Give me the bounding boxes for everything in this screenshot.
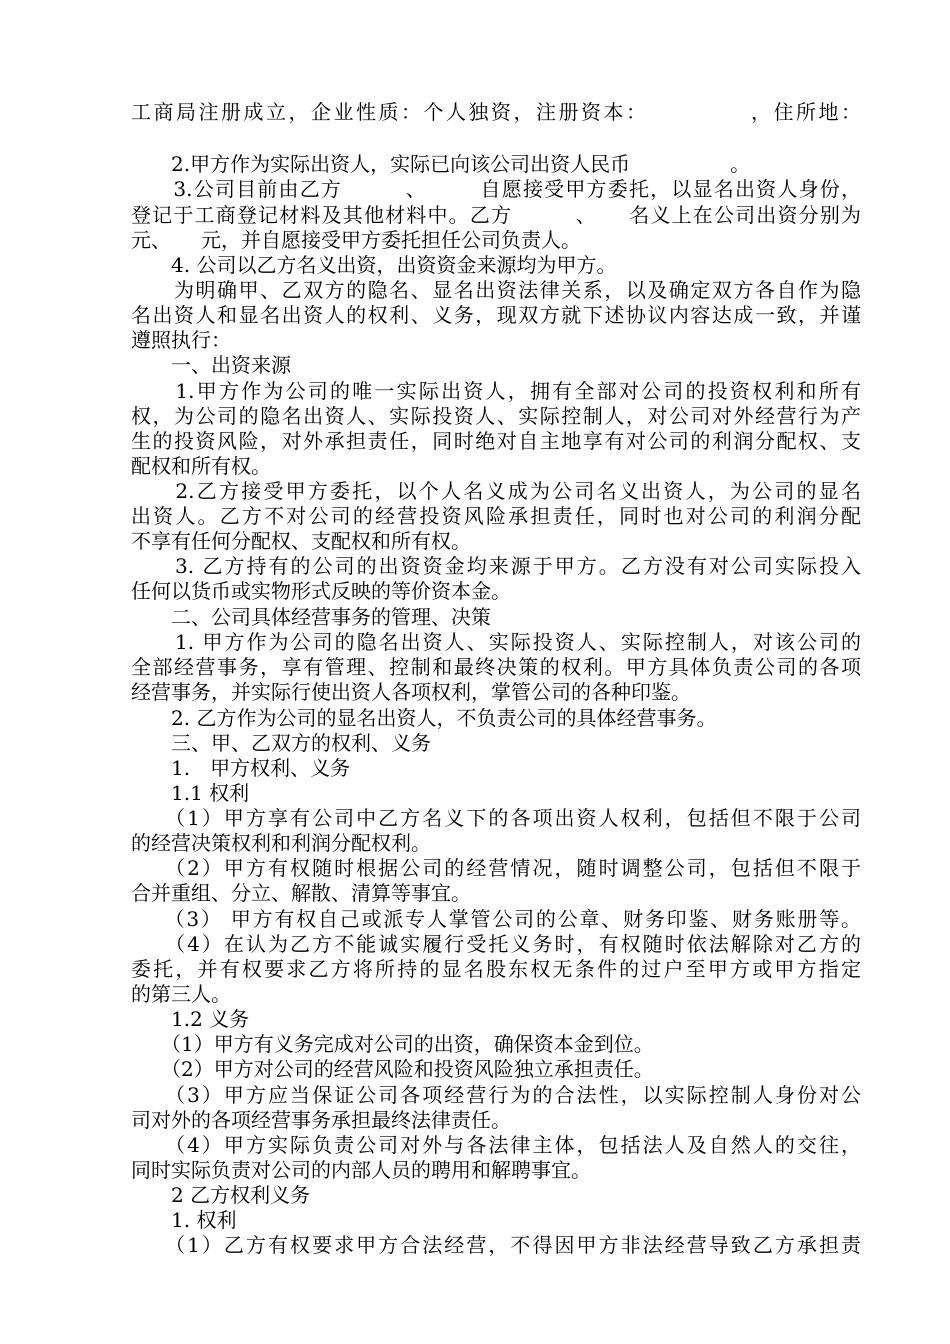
- text-line-30: 的经营决策权利和利润分配权利。: [131, 831, 431, 855]
- text-line-42: （4）甲方实际负责公司对外与各法律主体，包括法人及自然人的交往，: [131, 1133, 861, 1157]
- text-line-41: 司对外的各项经营事务承担最终法律责任。: [131, 1108, 511, 1132]
- text-line-15: 配权和所有权。: [131, 454, 271, 478]
- text-line-24: 经营事务，并实际行使出资人各项权利，掌管公司的各种印鉴。: [131, 680, 691, 704]
- text-line-25: 2. 乙方作为公司的显名出资人，不负责公司的具体经营事务。: [131, 706, 717, 730]
- subsection-heading: 1.2 义务: [131, 1007, 250, 1031]
- text-line-43: 同时实际负责对公司的内部人员的聘用和解聘事宜。: [131, 1158, 591, 1182]
- text-line-10: 遵照执行：: [131, 328, 231, 352]
- text-line-22: 1. 甲方作为公司的隐名出资人、实际投资人、实际控制人，对该公司的: [131, 630, 861, 654]
- subsection-heading: 1. 权利: [131, 1208, 237, 1232]
- text-line-39: （2）甲方对公司的经营风险和投资风险独立承担责任。: [131, 1057, 654, 1081]
- text-line-46: （1）乙方有权要求甲方合法经营，不得因甲方非法经营导致乙方承担责: [131, 1233, 861, 1257]
- section-heading-3: 三、甲、乙双方的权利、义务: [131, 731, 431, 755]
- section-heading-2: 二、公司具体经营事务的管理、决策: [131, 605, 491, 629]
- text-line-23: 全部经营事务，享有管理、控制和最终决策的权利。甲方具体负责公司的各项: [131, 655, 861, 679]
- blank-line: [131, 125, 861, 151]
- text-line-8: 为明确甲、乙双方的隐名、显名出资法律关系，以及确定双方各自作为隐: [131, 278, 861, 302]
- text-line-13: 权，为公司的隐名出资人、实际投资人、实际控制人，对公司对外经营行为产: [131, 404, 861, 428]
- text-line-1: 工商局注册成立，企业性质：个人独资，注册资本： ，住所地：: [131, 100, 861, 124]
- text-line-36: 的第三人。: [131, 982, 231, 1006]
- text-line-40: （3）甲方应当保证公司各项经营行为的合法性，以实际控制人身份对公: [131, 1083, 861, 1107]
- text-line-12: 1.甲方作为公司的唯一实际出资人，拥有全部对公司的投资权利和所有: [131, 379, 861, 403]
- text-line-33: （3） 甲方有权自己或派专人掌管公司的公章、财务印鉴、财务账册等。: [131, 907, 861, 931]
- subsection-heading: 1. 甲方权利、义务: [131, 756, 351, 780]
- text-line-31: （2）甲方有权随时根据公司的经营情况，随时调整公司，包括但不限于: [131, 856, 861, 880]
- text-line-4: 3.公司目前由乙方 、 自愿接受甲方委托，以显名出资人身份，: [131, 177, 861, 201]
- text-line-35: 委托，并有权要求乙方将所持的显名股东权无条件的过户至甲方或甲方指定: [131, 957, 861, 981]
- text-line-29: （1）甲方享有公司中乙方名义下的各项出资人权利，包括但不限于公司: [131, 806, 861, 830]
- text-line-17: 出资人。乙方不对公司的经营投资风险承担责任，同时也对公司的利润分配: [131, 504, 861, 528]
- text-line-7: 4. 公司以乙方名义出资，出资资金来源均为甲方。: [131, 253, 617, 277]
- text-line-16: 2.乙方接受甲方委托，以个人名义成为公司名义出资人，为公司的显名: [131, 479, 861, 503]
- subsection-heading: 1.1 权利: [131, 781, 250, 805]
- text-line-14: 生的投资风险，对外承担责任，同时绝对自主地享有对公司的利润分配权、支: [131, 429, 861, 453]
- section-heading-1: 一、出资来源: [131, 353, 291, 377]
- text-line-34: （4）在认为乙方不能诚实履行受托义务时，有权随时依法解除对乙方的: [131, 932, 861, 956]
- subsection-heading: 2 乙方权利义务: [131, 1183, 311, 1207]
- text-line-19: 3. 乙方持有的公司的出资资金均来源于甲方。乙方没有对公司实际投入: [131, 554, 861, 578]
- text-line-18: 不享有任何分配权、支配权和所有权。: [131, 529, 471, 553]
- text-line-38: （1）甲方有义务完成对公司的出资，确保资本金到位。: [131, 1032, 654, 1056]
- text-line-6: 元、 元，并自愿接受甲方委托担任公司负责人。: [131, 228, 581, 252]
- text-line-9: 名出资人和显名出资人的权利、义务，现双方就下述协议内容达成一致，并谨: [131, 303, 861, 327]
- text-line-5: 登记于工商登记材料及其他材料中。乙方 、 名义上在公司出资分别为: [131, 203, 861, 227]
- text-line-32: 合并重组、分立、解散、清算等事宜。: [131, 881, 471, 905]
- text-line-3: 2.甲方作为实际出资人，实际已向该公司出资人民币 。: [131, 152, 751, 176]
- text-line-20: 任何以货币或实物形式反映的等价资本金。: [131, 579, 511, 603]
